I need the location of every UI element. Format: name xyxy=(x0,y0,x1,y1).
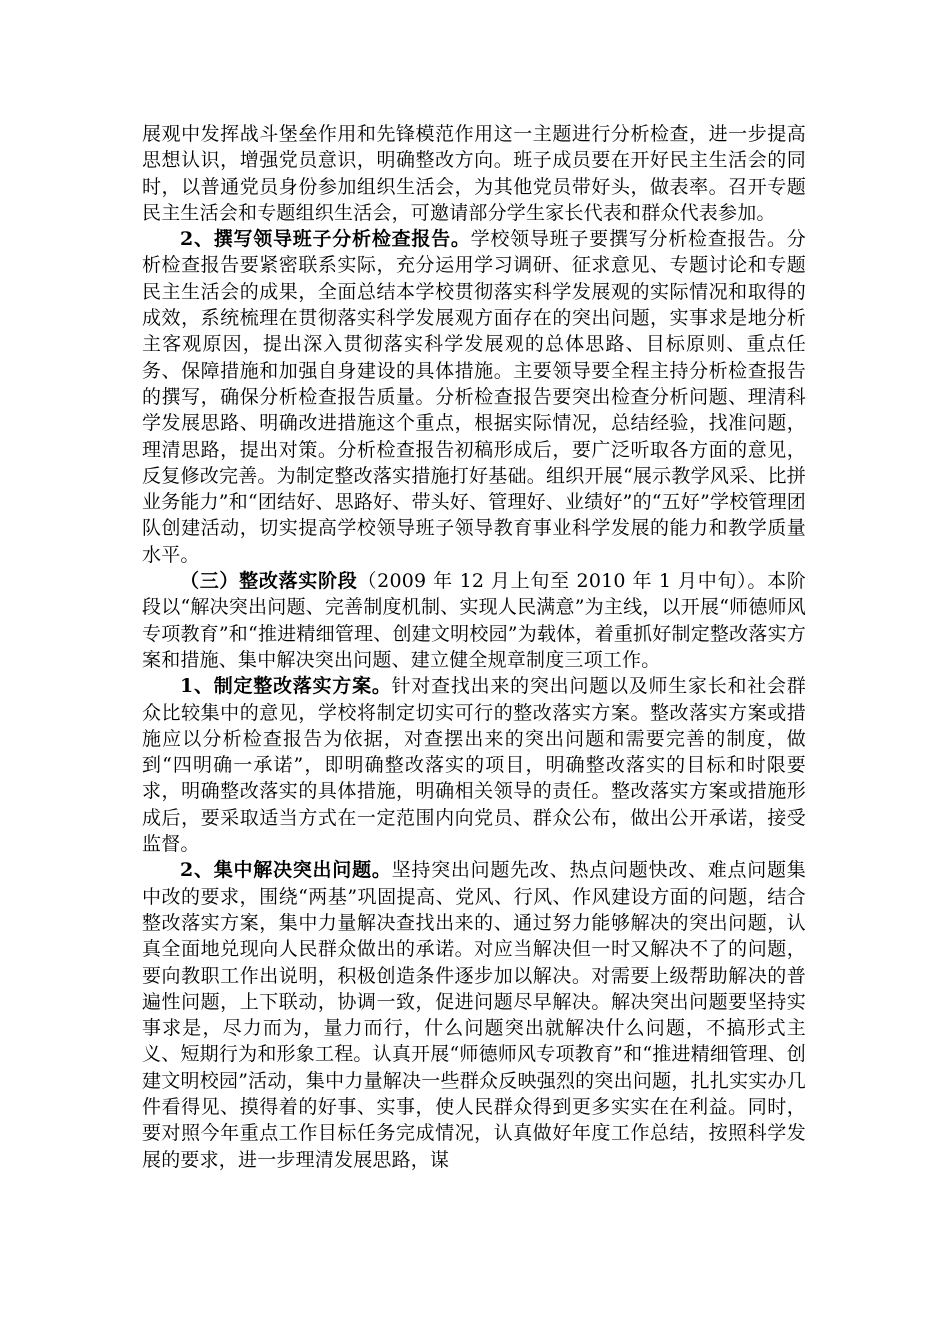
paragraph-heading: 2、集中解决突出问题。 xyxy=(180,859,392,882)
paragraph-analysis-report xyxy=(142,226,806,568)
paragraph-rectification-plan xyxy=(142,673,806,857)
paragraph-solve-problems xyxy=(142,857,806,1173)
paragraph-heading: （三）整改落实阶段 xyxy=(180,570,358,593)
paragraph-text: 坚持突出问题先改、热点问题快改、难点问题集中改的要求，围绕“两基”巩固提高、党风、行风、作风建设方面的问题，结合整改落实方案，集中力量解决查找出来的、通过努力能够解决的突出问题，认真全面地兑现向人民群众做出的承诺。对应当解决但一时又解决不了的问题，要向教职工作出说明，积极创造条件逐步加以解决。对需要上级帮助解决的普遍性问题，上下联动，协调一致，促进问题尽早解决。解决突出问题要坚持实事求是，尽力而为，量力而行，什么问题突出就解决什么问题，不搞形式主义、短期行为和形象工程。认真开展“师德师风专项教育”和“推进精细管理、创建文明校园”活动，集中力量解决一些群众反映强烈的突出问题，扎扎实实办几件看得见、摸得着的好事、实事，使人民群众得到更多实实在在利益。同时，要对照今年重点工作目标任务完成情况，认真做好年度工作总结，按照科学发展的要求，进一步理清发展思路，谋 xyxy=(142,859,807,1171)
paragraph-text: 学校领导班子要撰写分析检查报告。分析检查报告要紧密联系实际，充分运用学习调研、征求意见、专题讨论和专题民主生活会的成果，全面总结本学校贯彻落实科学发展观的实际情况和取得的成效，系统梳理在贯彻落实科学发展观方面存在的突出问题，实事求是地分析主客观原因，提出深入贯彻落实科学发展观的总体思路、目标原则、重点任务、保障措施和加强自身建设的具体措施。主要领导要全程主持分析检查报告的撰写，确保分析检查报告质量。分析检查报告要突出检查分析问题、理清科学发展思路、明确改进措施这个重点，根据实际情况，总结经验，找准问题，理清思路，提出对策。分析检查报告初稿形成后，要广泛听取各方面的意见，反复修改完善。为制定整改落实措施打好基础。组织开展“展示教学风采、比拼业务能力”和“团结好、思路好、带头好、管理好、业绩好”的“五好”学校管理团队创建活动，切实提高学校领导班子领导教育事业科学发展的能力和教学质量水平。 xyxy=(142,228,806,566)
paragraph-rectification-stage xyxy=(142,568,806,673)
paragraph-heading: 2、撰写领导班子分析检查报告。 xyxy=(180,228,471,251)
paragraph-text: 展观中发挥战斗堡垒作用和先锋模范作用这一主题进行分析检查，进一步提高思想认识，增强党员意识，明确整改方向。班子成员要在开好民主生活会的同时，以普通党员身份参加组织生活会，为其他党员带好头，做表率。召开专题民主生活会和专题组织生活会，可邀请部分学生家长代表和群众代表参加。 xyxy=(142,123,806,224)
paragraph-text: 针对查找出来的突出问题以及师生家长和社会群众比较集中的意见，学校将制定切实可行的整改落实方案。整改落实方案或措施应以分析检查报告为依据，对查摆出来的突出问题和需要完善的制度，做到“四明确一承诺”，即明确整改落实的项目，明确整改落实的目标和时限要求，明确整改落实的具体措施，明确相关领导的责任。整改落实方案或措施形成后，要采取适当方式在一定范围内向党员、群众公布，做出公开承诺，接受监督。 xyxy=(142,675,807,856)
paragraph-text: （2009 年 12 月上旬至 2010 年 1 月中旬）。本阶段以“解决突出问题、完善制度机制、实现人民满意”为主线，以开展“师德师风专项教育”和“推进精细管理、创建文明校园”为载体，着重抓好制定整改落实方案和措施、集中解决突出问题、建立健全规章制度三项工作。 xyxy=(142,570,806,671)
paragraph-intro-continuation xyxy=(142,121,806,226)
document-page xyxy=(142,121,806,1173)
paragraph-heading: 1、制定整改落实方案。 xyxy=(180,675,392,698)
